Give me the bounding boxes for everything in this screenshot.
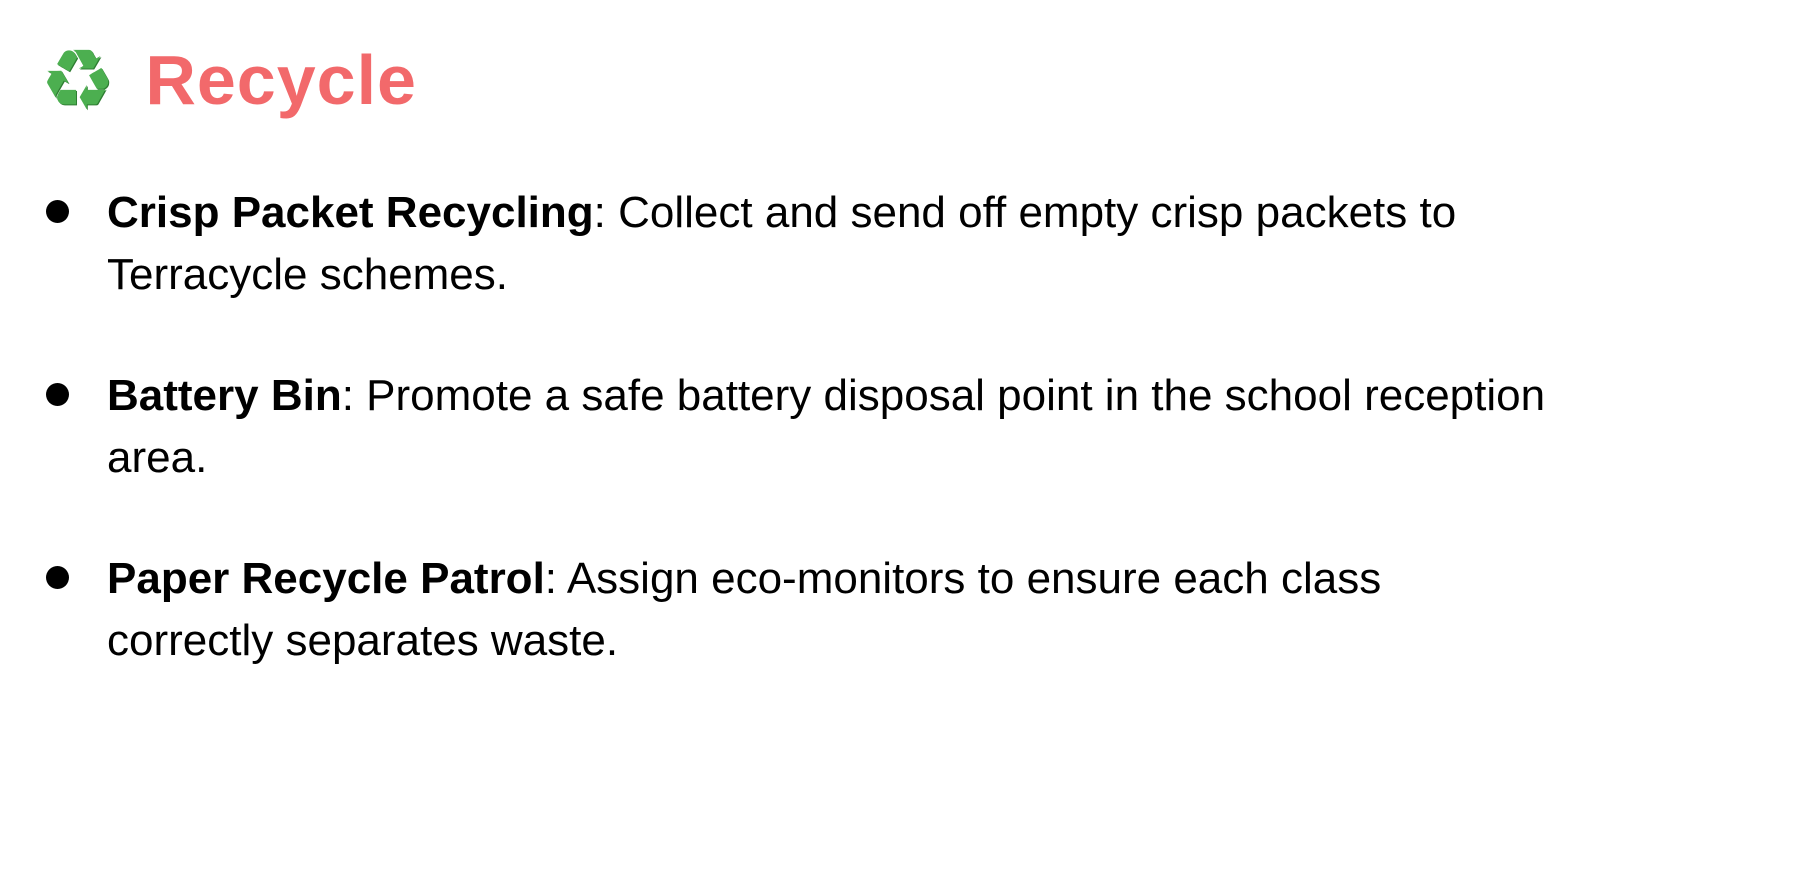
list-item-label: Paper Recycle Patrol xyxy=(107,553,545,603)
list-item-text xyxy=(107,365,1557,490)
page-title: Recycle xyxy=(145,41,417,119)
list-item-label: Crisp Packet Recycling xyxy=(107,188,594,237)
list-item-text xyxy=(107,182,1557,307)
list-item-description: Assign eco-monitors to ensure each class correctly separates waste. xyxy=(107,553,1382,666)
bullet-icon xyxy=(46,383,69,406)
bullet-icon xyxy=(46,566,69,589)
list-item xyxy=(40,182,1756,307)
list-item-text xyxy=(107,548,1557,673)
list-item-label: Battery Bin xyxy=(107,370,342,420)
list-item-separator: : xyxy=(593,188,619,237)
list-item-separator: : xyxy=(544,553,567,603)
list-item-description: Promote a safe battery disposal point in the school reception area. xyxy=(107,370,1546,483)
bullet-icon xyxy=(46,200,69,223)
section-header xyxy=(40,30,1756,130)
bullet-list xyxy=(40,182,1756,673)
list-item-description: Collect and send off empty crisp packets to Terracycle schemes. xyxy=(107,188,1457,300)
recycle-icon: ♻ xyxy=(40,31,116,129)
list-item xyxy=(40,548,1756,673)
list-item-separator: : xyxy=(341,370,367,420)
list-item xyxy=(40,365,1756,490)
